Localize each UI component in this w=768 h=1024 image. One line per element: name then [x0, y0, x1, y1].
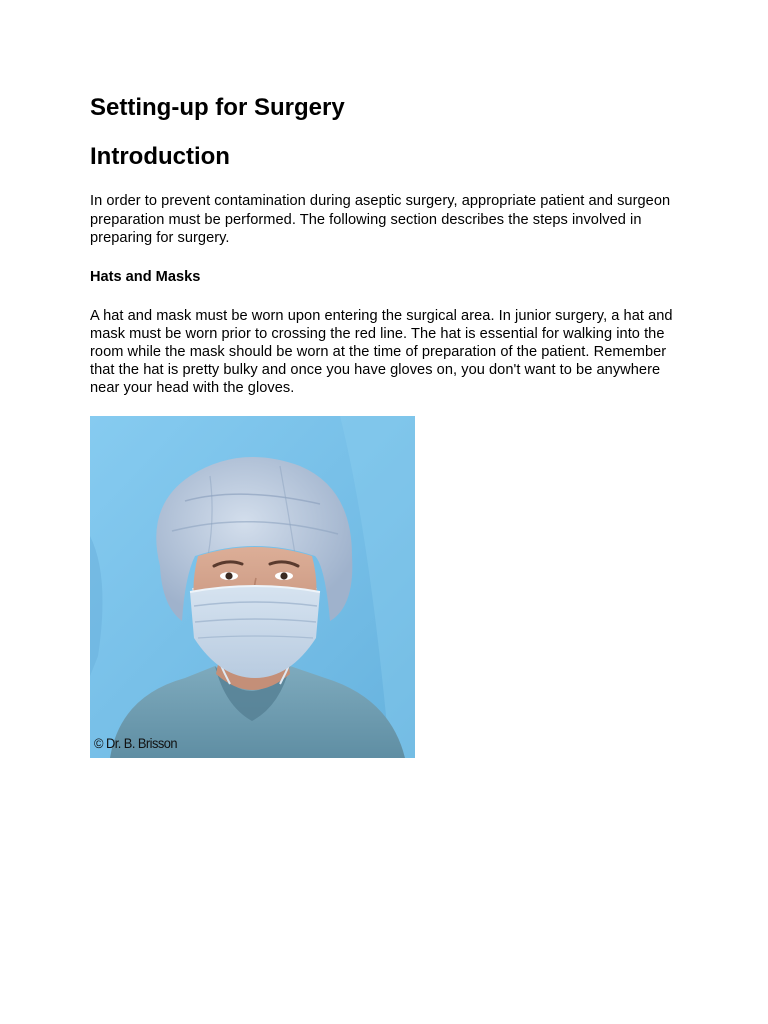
hats-and-masks-paragraph: A hat and mask must be worn upon entering the surgical area. In junior surgery, a hat and mask must be worn prior to crossing the red line. The hat is essential for walking into the room while the mask should be worn at the time of preparation of the patient. Remember that the hat is pretty bulky and once you have gloves on, you don't want to be anywhere near your head with the gloves.	[90, 308, 673, 396]
subsection-heading-hats-and-masks: Hats and Masks	[90, 269, 201, 285]
intro-paragraph: In order to prevent contamination during aseptic surgery, appropriate patient and surgeon preparation must be performed. The following section describes the steps involved in preparing for surgery.	[90, 193, 671, 247]
photo-credit: © Dr. B. Brisson	[94, 735, 177, 751]
surgeon-photo-figure	[90, 416, 415, 758]
section-title-introduction: Introduction	[90, 143, 230, 170]
document-title: Setting-up for Surgery	[90, 94, 345, 121]
surgeon-with-cap-and-mask-image	[90, 416, 415, 758]
